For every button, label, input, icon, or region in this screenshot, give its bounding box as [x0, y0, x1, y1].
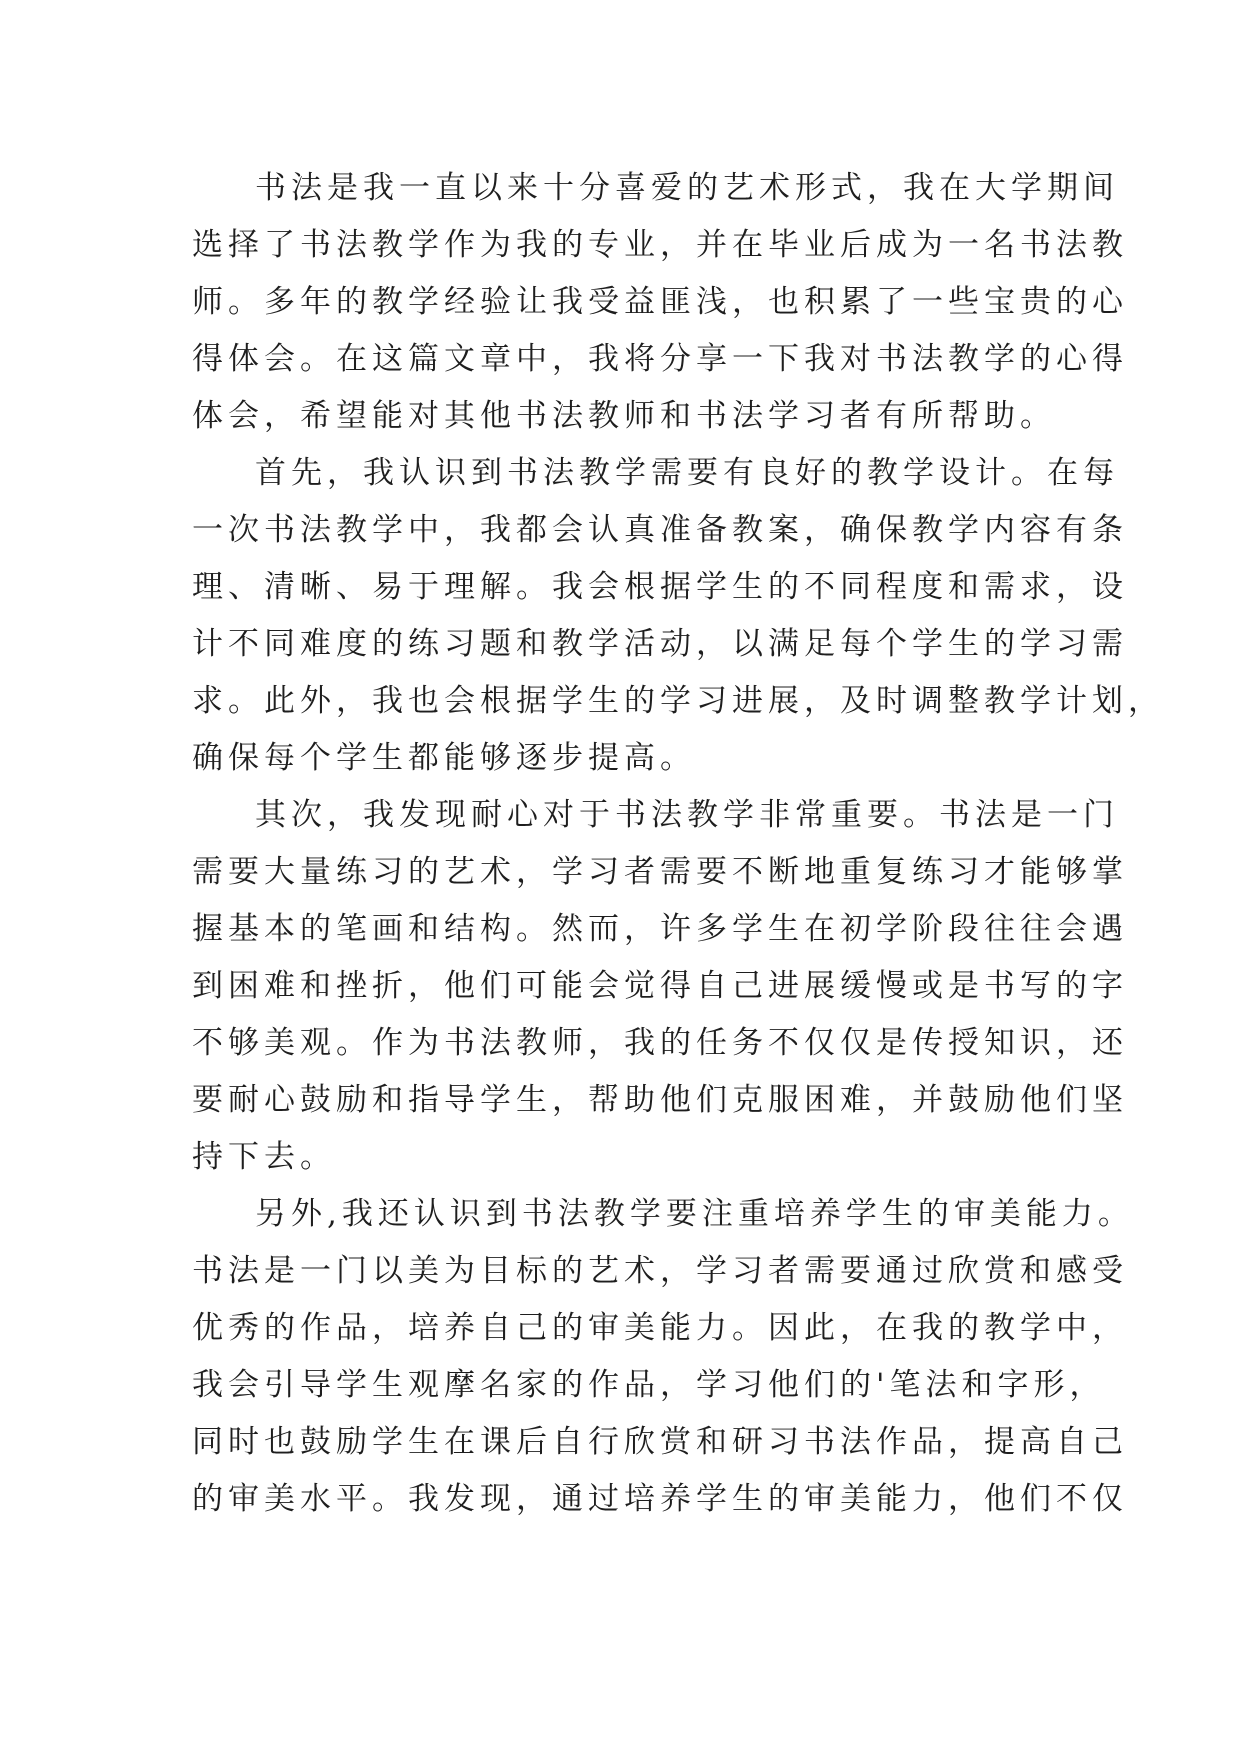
text-line: 的审美水平。我发现，通过培养学生的审美能力，他们不仅: [192, 1481, 1128, 1517]
text-line: 确保每个学生都能够逐步提高。: [192, 740, 696, 776]
text-line: 书法是我一直以来十分喜爱的艺术形式，我在大学期间: [255, 170, 1119, 206]
text-line: 要耐心鼓励和指导学生，帮助他们克服困难，并鼓励他们坚: [192, 1082, 1128, 1118]
text-line: 我会引导学生观摩名家的作品，学习他们的'笔法和字形，: [192, 1367, 1106, 1403]
text-line: 另外,我还认识到书法教学要注重培养学生的审美能力。: [255, 1196, 1134, 1232]
text-line: 不够美观。作为书法教师，我的任务不仅仅是传授知识，还: [192, 1025, 1128, 1061]
text-line: 体会，希望能对其他书法教师和书法学习者有所帮助。: [192, 398, 1056, 434]
text-line: 一次书法教学中，我都会认真准备教案，确保教学内容有条: [192, 512, 1128, 548]
text-line: 求。此外，我也会根据学生的学习进展，及时调整教学计划，: [192, 683, 1164, 719]
text-line: 师。多年的教学经验让我受益匪浅，也积累了一些宝贵的心: [192, 284, 1128, 320]
text-line: 计不同难度的练习题和教学活动，以满足每个学生的学习需: [192, 626, 1128, 662]
text-line: 优秀的作品，培养自己的审美能力。因此，在我的教学中，: [192, 1310, 1128, 1346]
text-line: 持下去。: [192, 1139, 336, 1175]
text-line: 需要大量练习的艺术，学习者需要不断地重复练习才能够掌: [192, 854, 1128, 890]
text-line: 选择了书法教学作为我的专业，并在毕业后成为一名书法教: [192, 227, 1128, 263]
text-line: 理、清晰、易于理解。我会根据学生的不同程度和需求，设: [192, 569, 1128, 605]
text-line: 同时也鼓励学生在课后自行欣赏和研习书法作品，提高自己: [192, 1424, 1128, 1460]
paragraph-first: [192, 445, 1164, 787]
text-line: 首先，我认识到书法教学需要有良好的教学设计。在每: [255, 455, 1119, 491]
document-body: [192, 160, 1164, 1528]
text-line: 其次，我发现耐心对于书法教学非常重要。书法是一门: [255, 797, 1119, 833]
paragraph-intro: [192, 160, 1128, 445]
paragraph-second: [192, 787, 1128, 1186]
paragraph-third: [192, 1186, 1134, 1528]
text-line: 得体会。在这篇文章中，我将分享一下我对书法教学的心得: [192, 341, 1128, 377]
text-line: 书法是一门以美为目标的艺术，学习者需要通过欣赏和感受: [192, 1253, 1128, 1289]
text-line: 握基本的笔画和结构。然而，许多学生在初学阶段往往会遇: [192, 911, 1128, 947]
text-line: 到困难和挫折，他们可能会觉得自己进展缓慢或是书写的字: [192, 968, 1128, 1004]
